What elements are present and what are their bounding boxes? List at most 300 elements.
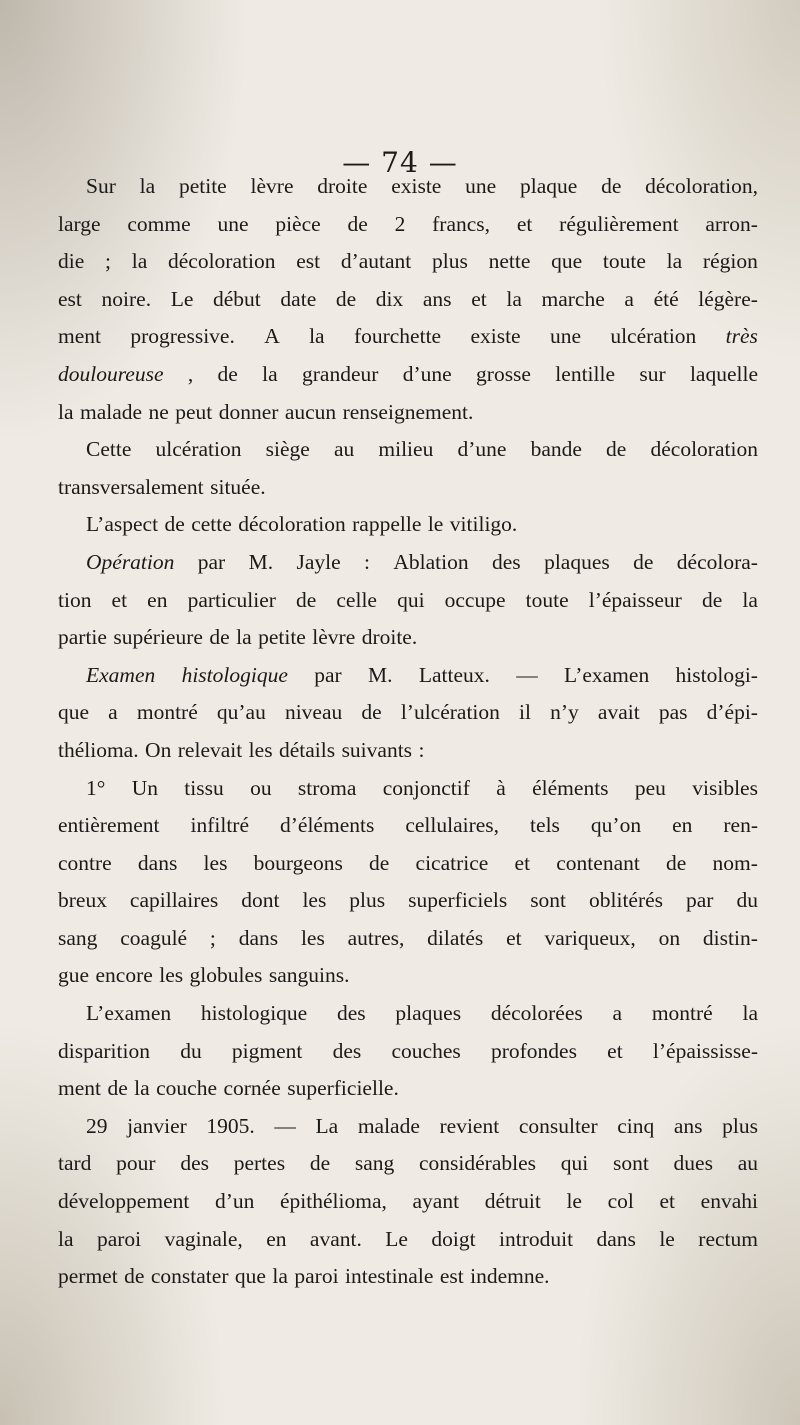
word: cette xyxy=(191,512,232,537)
word: couche xyxy=(156,1076,218,1101)
word: paroi xyxy=(294,1264,339,1289)
word: 29 xyxy=(86,1113,108,1138)
word: qu’on xyxy=(590,813,642,838)
word: indemne. xyxy=(470,1264,550,1289)
word: plaques xyxy=(395,1001,462,1026)
word: sang xyxy=(354,1151,395,1176)
word: dans xyxy=(137,850,178,875)
text-line xyxy=(58,694,758,732)
word: lèvre xyxy=(250,174,294,198)
word: des xyxy=(180,1151,209,1176)
word: pour xyxy=(116,1151,156,1176)
word: infiltré xyxy=(190,813,249,838)
word: laquelle xyxy=(689,361,758,386)
word: ayant xyxy=(412,1189,460,1214)
word: rectum xyxy=(698,1226,758,1251)
text-line xyxy=(58,920,758,958)
word: petite xyxy=(178,174,227,198)
word: éléments xyxy=(532,775,609,800)
word: l’ulcération xyxy=(400,700,500,725)
word: à xyxy=(496,775,506,800)
word: légère- xyxy=(698,286,758,311)
text-line xyxy=(58,657,758,695)
word: toute xyxy=(602,249,646,274)
word: A xyxy=(264,324,280,349)
word: régulièrement xyxy=(559,211,679,236)
word: de xyxy=(164,512,185,537)
word: au xyxy=(333,437,355,462)
word: de xyxy=(217,361,238,386)
word: visibles xyxy=(692,775,758,800)
word: ulcération xyxy=(610,324,697,349)
word: par xyxy=(197,549,226,574)
word: malade xyxy=(79,399,143,424)
word: disparition xyxy=(58,1038,150,1063)
word: peu xyxy=(634,775,666,800)
text-line xyxy=(58,1221,758,1259)
word: consulter xyxy=(518,1113,598,1138)
word: et xyxy=(659,1189,676,1214)
word: Opération xyxy=(86,549,175,574)
word: malade xyxy=(357,1113,420,1138)
word: La xyxy=(315,1113,339,1138)
word: et xyxy=(516,211,533,236)
word: vitiligo. xyxy=(449,512,518,537)
word: des xyxy=(336,1001,366,1026)
word: tion xyxy=(58,587,92,612)
word: large xyxy=(58,211,101,236)
word: lèvre xyxy=(312,625,356,650)
word: paroi xyxy=(96,1226,142,1251)
word: décoloration, xyxy=(645,174,758,198)
word: on xyxy=(658,925,681,950)
text-line xyxy=(58,995,758,1033)
word: ment xyxy=(58,324,101,349)
word: lentille xyxy=(555,361,615,386)
word: sanguins. xyxy=(268,963,350,988)
word: détruit xyxy=(484,1189,541,1214)
word: col xyxy=(607,1189,634,1214)
word: arron- xyxy=(705,211,758,236)
word: marche xyxy=(541,286,605,311)
word: 1905. xyxy=(206,1113,255,1138)
word: décolorées xyxy=(490,1001,583,1026)
word: milieu xyxy=(378,437,434,462)
text-line xyxy=(58,1108,758,1146)
word: tels xyxy=(530,813,560,838)
word: Le xyxy=(385,1226,408,1251)
word: ; xyxy=(105,249,111,274)
word: donner xyxy=(218,399,279,424)
word: peut xyxy=(175,399,213,424)
word: Le xyxy=(170,286,194,311)
word: Latteux. xyxy=(418,662,490,687)
word: constater xyxy=(150,1264,229,1289)
word: cellulaires, xyxy=(405,813,500,838)
word: de xyxy=(369,850,390,875)
word: la xyxy=(131,249,148,274)
word: a xyxy=(108,700,118,725)
word: et xyxy=(471,286,487,311)
word: début xyxy=(213,286,261,311)
text-line xyxy=(58,882,758,920)
word: d’une xyxy=(402,361,452,386)
word: ne xyxy=(148,399,169,424)
word: cornée xyxy=(223,1076,281,1101)
word: une xyxy=(465,174,497,198)
word: de xyxy=(606,437,627,462)
word: est xyxy=(58,286,82,311)
word: grandeur xyxy=(302,361,379,386)
word: sang xyxy=(58,925,98,950)
word: capillaires xyxy=(129,888,219,913)
word: et xyxy=(506,925,522,950)
word: oblitérés xyxy=(589,888,664,913)
word: L’aspect xyxy=(86,512,159,537)
word: renseignement. xyxy=(342,399,474,424)
word: ; xyxy=(209,925,216,950)
word: M. xyxy=(368,662,393,687)
word: contenant xyxy=(556,850,640,875)
word: montré xyxy=(136,700,198,725)
word: qui xyxy=(560,1151,589,1176)
word: décoloration xyxy=(238,512,346,537)
text-line xyxy=(58,431,758,469)
word: fourchette xyxy=(353,324,442,349)
text-line xyxy=(58,1258,758,1296)
word: droite. xyxy=(361,625,418,650)
word: existe xyxy=(391,174,442,198)
word: histologi- xyxy=(675,662,758,687)
word: sur xyxy=(639,361,666,386)
paragraph xyxy=(58,995,758,1108)
word: die xyxy=(58,249,85,274)
word: les xyxy=(203,850,228,875)
word: de xyxy=(107,1076,128,1101)
word: noire. xyxy=(101,286,152,311)
word: ren- xyxy=(723,813,758,838)
text-line xyxy=(58,356,758,394)
word: 2 xyxy=(394,211,406,236)
word: Jayle xyxy=(296,549,341,574)
word: en xyxy=(672,813,693,838)
word: partie xyxy=(58,625,107,650)
word: cicatrice xyxy=(415,850,489,875)
word: existe xyxy=(470,324,521,349)
text-line xyxy=(58,394,758,432)
word: la xyxy=(236,625,252,650)
word: la xyxy=(506,286,522,311)
text-line xyxy=(58,318,758,356)
word: de xyxy=(347,211,368,236)
word: par xyxy=(314,662,342,687)
word: épithélioma, xyxy=(280,1189,387,1214)
word: des xyxy=(332,1038,362,1063)
paragraph xyxy=(58,168,758,431)
word: revient xyxy=(439,1113,500,1138)
word: pigment xyxy=(231,1038,303,1063)
word: tard xyxy=(58,1151,92,1176)
word: doigt xyxy=(431,1226,476,1251)
word: que xyxy=(234,1264,266,1289)
text-line xyxy=(58,582,758,620)
word: intestinale xyxy=(345,1264,434,1289)
word: la xyxy=(742,1001,758,1026)
word: globules xyxy=(189,963,263,988)
word: l’épaississe- xyxy=(652,1038,758,1063)
word: les xyxy=(300,925,325,950)
word: avait xyxy=(597,700,640,725)
word: est xyxy=(439,1264,464,1289)
word: pertes xyxy=(233,1151,286,1176)
word: ans xyxy=(422,286,452,311)
word: autres, xyxy=(347,925,405,950)
word: et xyxy=(514,850,531,875)
word: douloureuse xyxy=(58,361,164,386)
word: petite xyxy=(258,625,306,650)
word: niveau xyxy=(284,700,343,725)
word: la xyxy=(58,1226,74,1251)
word: d’éléments xyxy=(280,813,375,838)
word: plus xyxy=(722,1113,758,1138)
word: progressive. xyxy=(130,324,235,349)
text-line xyxy=(58,281,758,319)
word: dix xyxy=(375,286,404,311)
word: de xyxy=(601,174,622,198)
word: et xyxy=(607,1038,623,1063)
word: le xyxy=(659,1226,675,1251)
word: toute xyxy=(525,587,569,612)
word: été xyxy=(653,286,679,311)
word: thélioma. xyxy=(58,737,139,762)
word: — xyxy=(516,662,538,687)
word: comme xyxy=(127,211,191,236)
word: stroma xyxy=(297,775,357,800)
word: plaques xyxy=(544,549,610,574)
text-line xyxy=(58,1183,758,1221)
word: grosse xyxy=(476,361,531,386)
word: que xyxy=(58,700,90,725)
word: L’examen xyxy=(86,1001,172,1026)
word: rappelle xyxy=(352,512,422,537)
word: d’un xyxy=(214,1189,255,1214)
text-line xyxy=(58,807,758,845)
word: n’y xyxy=(550,700,579,725)
word: les xyxy=(159,963,184,988)
word: très xyxy=(725,324,758,349)
word: On xyxy=(145,737,172,762)
text-line xyxy=(58,168,758,206)
word: histologique xyxy=(181,662,288,687)
word: envahi xyxy=(700,1189,758,1214)
paragraph xyxy=(58,544,758,657)
word: est xyxy=(296,249,321,274)
word: 1° xyxy=(86,775,106,800)
word: la xyxy=(58,399,74,424)
word: plus xyxy=(432,249,468,274)
text-line xyxy=(58,732,758,770)
body-text xyxy=(58,168,758,1296)
word: détails xyxy=(279,737,336,762)
text-line xyxy=(58,1033,758,1071)
word: — xyxy=(274,1113,296,1138)
word: le xyxy=(566,1189,582,1214)
word: breux xyxy=(58,888,107,913)
word: dont xyxy=(241,888,280,913)
word: sont xyxy=(612,1151,649,1176)
word: décoloration xyxy=(168,249,276,274)
word: bande xyxy=(530,437,582,462)
word: et xyxy=(111,587,128,612)
word: profondes xyxy=(490,1038,577,1063)
word: de xyxy=(361,700,382,725)
word: d’autant xyxy=(340,249,412,274)
word: siège xyxy=(265,437,310,462)
word: transversalement xyxy=(58,474,204,499)
word: par xyxy=(686,888,714,913)
word: il xyxy=(519,700,531,725)
word: ulcération xyxy=(155,437,242,462)
word: histologique xyxy=(200,1001,308,1026)
word: d’épi- xyxy=(706,700,758,725)
word: a xyxy=(624,286,634,311)
text-line xyxy=(58,506,758,544)
word: dues xyxy=(673,1151,713,1176)
word: superficiels xyxy=(408,888,508,913)
word: du xyxy=(736,888,758,913)
word: : xyxy=(418,737,425,762)
word: tissu xyxy=(184,775,224,800)
text-line xyxy=(58,1070,758,1108)
word: des xyxy=(492,549,521,574)
word: cinq xyxy=(617,1113,655,1138)
word: plaque xyxy=(519,174,578,198)
word: d’une xyxy=(457,437,507,462)
word: bourgeons xyxy=(253,850,343,875)
word: en xyxy=(147,587,168,612)
word: ans xyxy=(673,1113,703,1138)
word: a xyxy=(612,1001,623,1026)
word: pièce xyxy=(275,211,321,236)
word: date xyxy=(280,286,317,311)
text-line xyxy=(58,544,758,582)
word: celle xyxy=(336,587,377,612)
word: une xyxy=(217,211,249,236)
word: l’épaisseur xyxy=(588,587,682,612)
word: ment xyxy=(58,1076,101,1101)
word: décolora- xyxy=(676,549,758,574)
word: pas xyxy=(658,700,688,725)
word: : xyxy=(364,549,371,574)
word: superficielle. xyxy=(287,1076,399,1101)
word: de xyxy=(209,625,230,650)
word: considérables xyxy=(419,1151,537,1176)
word: ou xyxy=(250,775,272,800)
word: la xyxy=(134,1076,150,1101)
text-line xyxy=(58,206,758,244)
page-number: — 74 — xyxy=(342,146,458,179)
word: gue xyxy=(58,963,90,988)
word: sont xyxy=(530,888,567,913)
word: de xyxy=(124,1264,145,1289)
word: la xyxy=(309,324,325,349)
word: montré xyxy=(651,1001,713,1026)
word: occupe xyxy=(444,587,506,612)
word: le xyxy=(427,512,444,537)
word: située. xyxy=(210,474,266,499)
word: développement xyxy=(58,1189,190,1214)
word: conjonctif xyxy=(382,775,470,800)
word: supérieure xyxy=(113,625,203,650)
word: la xyxy=(262,361,278,386)
word: une xyxy=(549,324,581,349)
word: coagulé xyxy=(120,925,188,950)
paragraph xyxy=(58,770,758,996)
word: les xyxy=(302,888,327,913)
word: la xyxy=(139,174,156,198)
word: la xyxy=(666,249,683,274)
text-line xyxy=(58,243,758,281)
word: permet xyxy=(58,1264,118,1289)
word: janvier xyxy=(127,1113,187,1138)
word: dans xyxy=(238,925,279,950)
word: au xyxy=(737,1151,758,1176)
text-line xyxy=(58,845,758,883)
word: M. xyxy=(248,549,274,574)
word: suivants xyxy=(341,737,413,762)
word: qui xyxy=(397,587,425,612)
word: les xyxy=(248,737,273,762)
word: contre xyxy=(58,850,112,875)
text-line xyxy=(58,1145,758,1183)
word: qu’au xyxy=(216,700,266,725)
text-line xyxy=(58,770,758,808)
word: aucun xyxy=(284,399,337,424)
word: de xyxy=(335,286,357,311)
word: de xyxy=(309,1151,331,1176)
word: que xyxy=(551,249,583,274)
word: L’examen xyxy=(564,662,650,687)
word: introduit xyxy=(499,1226,574,1251)
word: variqueux, xyxy=(544,925,636,950)
word: plus xyxy=(349,888,386,913)
paragraph xyxy=(58,431,758,506)
word: droite xyxy=(317,174,368,198)
word: Sur xyxy=(86,174,116,198)
text-line xyxy=(58,957,758,995)
word: entièrement xyxy=(58,813,160,838)
word: du xyxy=(180,1038,202,1063)
word: distin- xyxy=(702,925,758,950)
word: en xyxy=(266,1226,287,1251)
word: la xyxy=(742,587,758,612)
word: vaginale, xyxy=(164,1226,243,1251)
word: Ablation xyxy=(393,549,469,574)
word: couches xyxy=(391,1038,461,1063)
paragraph xyxy=(58,1108,758,1296)
paragraph xyxy=(58,506,758,544)
paragraph xyxy=(58,657,758,770)
word: dilatés xyxy=(427,925,484,950)
word: particulier xyxy=(187,587,276,612)
word: la xyxy=(272,1264,288,1289)
word: encore xyxy=(95,963,153,988)
word: de xyxy=(701,587,723,612)
word: Examen xyxy=(86,662,156,687)
word: de xyxy=(633,549,654,574)
text-line xyxy=(58,619,758,657)
word: nom- xyxy=(712,850,758,875)
